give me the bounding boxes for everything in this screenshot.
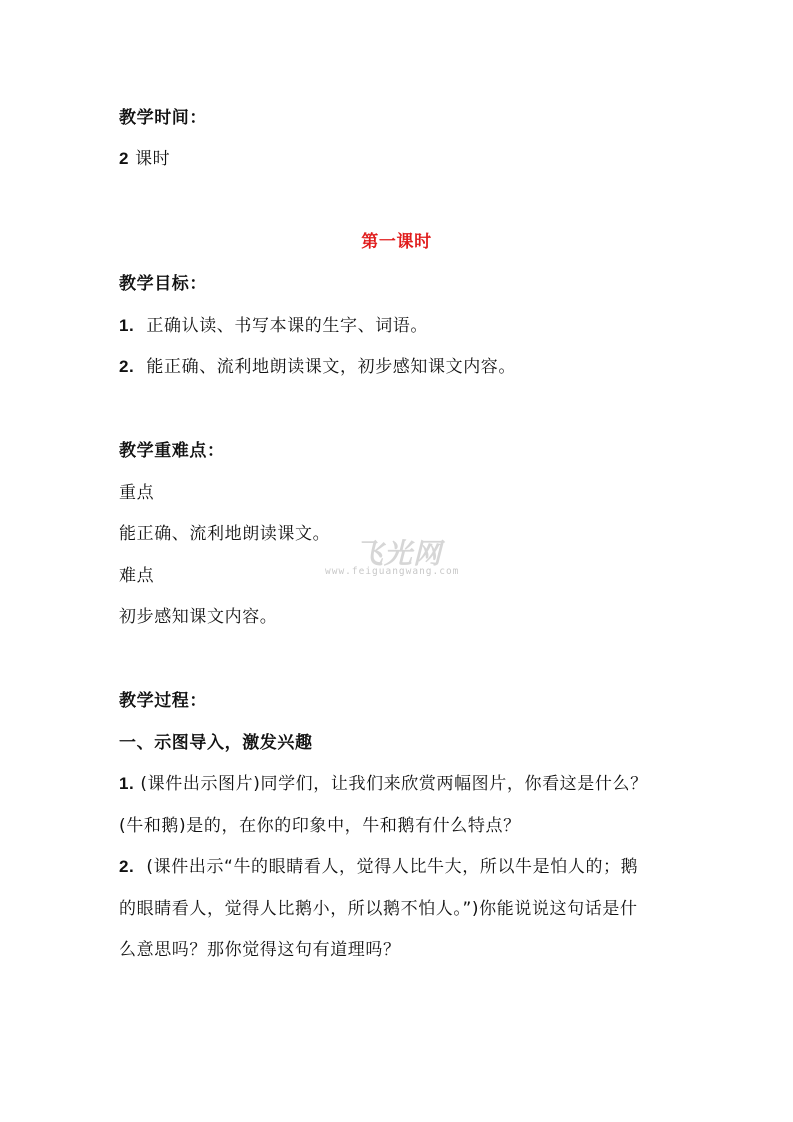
process-item-1-cont: (牛和鹅)是的，在你的印象中，牛和鹅有什么特点？ bbox=[119, 816, 521, 836]
process-step-title: 一、示图导入，激发兴趣 bbox=[119, 733, 313, 753]
process-item-number: 1. bbox=[119, 774, 135, 793]
process-item-text: (课件出示图片)同学们，让我们来欣赏两幅图片，你看这是什么？ bbox=[140, 774, 648, 794]
process-heading: 教学过程： bbox=[119, 691, 207, 711]
goal-text: 正确认读、书写本课的生字、词语。 bbox=[146, 316, 429, 336]
lesson-title: 第一课时 bbox=[361, 232, 432, 252]
process-item-2-cont-2: 么意思吗？那你觉得这句有道理吗？ bbox=[119, 940, 401, 960]
process-item-number: 2. bbox=[119, 857, 135, 876]
time-unit: 课时 bbox=[135, 149, 171, 169]
goal-text: 能正确、流利地朗读课文，初步感知课文内容。 bbox=[146, 357, 517, 377]
time-value bbox=[119, 146, 170, 172]
process-item-text: (课件出示“牛的眼睛看人，觉得人比牛大，所以牛是怕人的；鹅 bbox=[146, 857, 639, 877]
focus-text: 能正确、流利地朗读课文。 bbox=[119, 524, 331, 544]
process-item-1 bbox=[119, 771, 648, 797]
goal-number: 2. bbox=[119, 357, 135, 376]
goals-heading: 教学目标： bbox=[119, 274, 207, 294]
time-heading: 教学时间： bbox=[119, 108, 207, 128]
goal-number: 1. bbox=[119, 316, 135, 335]
focus-label: 重点 bbox=[119, 483, 155, 503]
goal-item-2 bbox=[119, 354, 516, 380]
site-watermark bbox=[325, 532, 465, 588]
watermark-logo: 飞光网 bbox=[355, 537, 443, 570]
goal-item-1 bbox=[119, 313, 428, 339]
process-item-2 bbox=[119, 854, 638, 880]
time-number: 2 bbox=[119, 149, 130, 168]
difficulty-label: 难点 bbox=[119, 566, 155, 586]
key-points-heading: 教学重难点： bbox=[119, 441, 225, 461]
difficulty-text: 初步感知课文内容。 bbox=[119, 607, 278, 627]
watermark-url: www.feiguangwang.com bbox=[325, 566, 460, 577]
process-item-2-cont: 的眼睛看人，觉得人比鹅小，所以鹅不怕人。”)你能说说这句话是什 bbox=[119, 899, 638, 919]
